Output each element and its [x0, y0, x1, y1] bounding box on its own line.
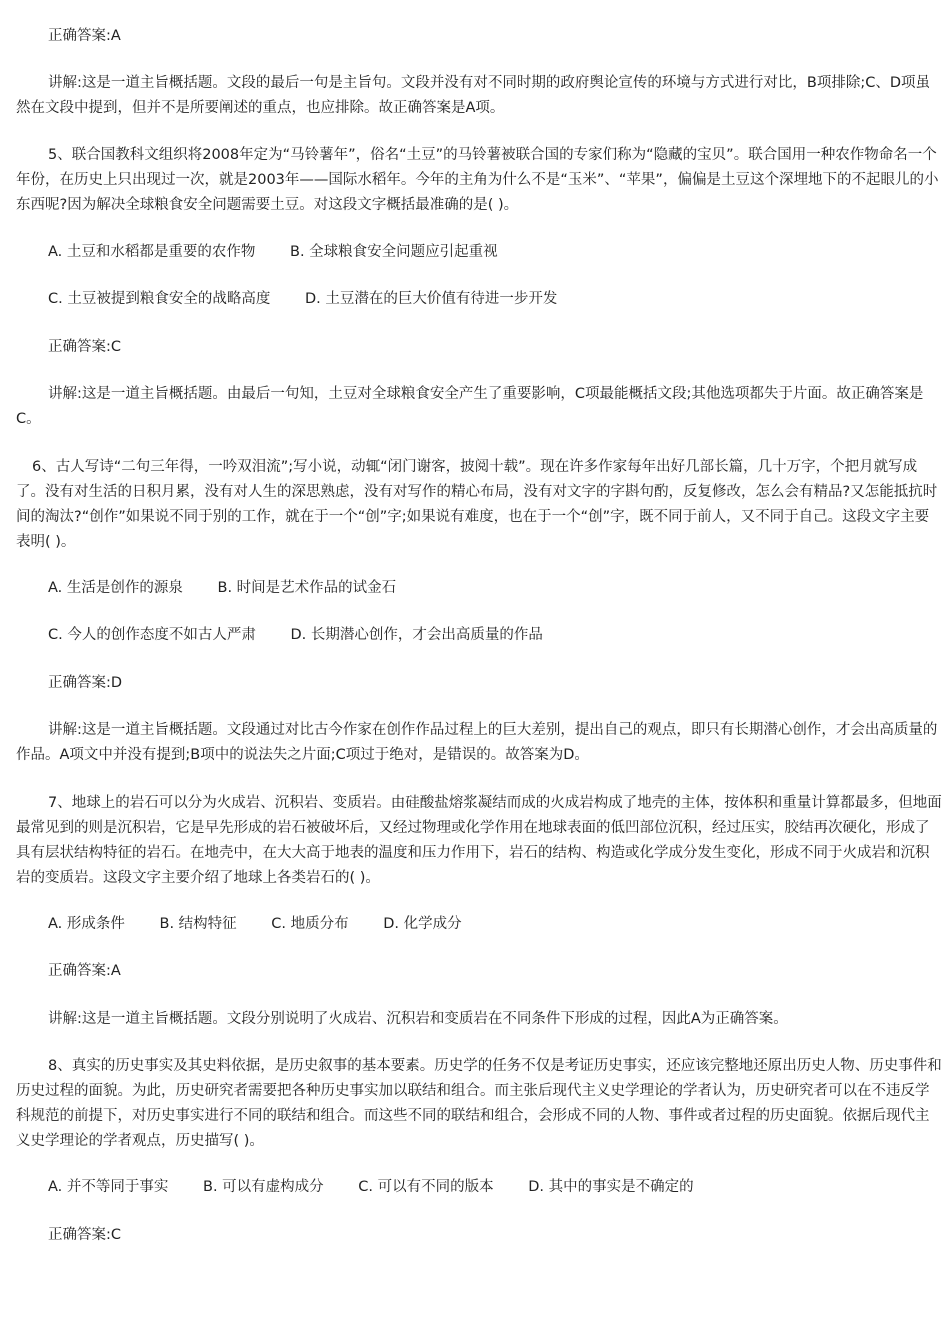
question-8: 8、真实的历史事实及其史料依据，是历史叙事的基本要素。历史学的任务不仅是考证历史事实，还应该完整地还原出历史人物、历史事件和历史过程的面貌。为此，历史研究者需要把各种历史事实加以联结和组合。而主张后现代主义史学理论的学者认为，历史研究者可以在不违反学科规范的前提下，对历史事实进行不同的联结和组合。而这些不同的联结和组合，会形成不同的人物、事件或者过程的历史面貌。依据后现代主义史学理论的学者观点，历史描写( )。 — [16, 1058, 942, 1149]
options-q8 — [48, 1175, 942, 1200]
option-5a: A. 土豆和水稻都是重要的农作物 — [48, 244, 256, 260]
option-7a: A. 形成条件 — [48, 916, 125, 932]
option-6a: A. 生活是创作的源泉 — [48, 580, 183, 596]
option-8d: D. 其中的事实是不确定的 — [528, 1179, 694, 1195]
explanation-q4: 讲解:这是一道主旨概括题。文段的最后一句是主旨句。文段并没有对不同时期的政府舆论宣传的环境与方式进行对比，B项排除;C、D项虽然在文段中提到，但并不是所要阐述的重点，也应排除。故正确答案是A项。 — [16, 75, 931, 116]
explanation-q5: 讲解:这是一道主旨概括题。由最后一句知，土豆对全球粮食安全产生了重要影响，C项最能概括文段;其他选项都失于片面。故正确答案是C。 — [16, 386, 924, 427]
option-8a: A. 并不等同于事实 — [48, 1179, 169, 1195]
answer-q6: 正确答案:D — [48, 675, 123, 691]
question-5: 5、联合国教科文组织将2008年定为“马铃薯年”，俗名“土豆”的马铃薯被联合国的专家们称为“隐藏的宝贝”。联合国用一种农作物命名一个年份，在历史上只出现过一次，就是2003年——国际水稻年。今年的主角为什么不是“玉米”、“苹果”，偏偏是土豆这个深埋地下的不起眼儿的小东西呢?因为解决全球粮食安全问题需要土豆。对这段文字概括最准确的是( )。 — [16, 147, 939, 213]
option-5d: D. 土豆潜在的巨大价值有待进一步开发 — [304, 291, 558, 307]
question-7: 7、地球上的岩石可以分为火成岩、沉积岩、变质岩。由硅酸盐熔浆凝结而成的火成岩构成了地壳的主体，按体积和重量计算都最多，但地面最常见到的则是沉积岩，它是早先形成的岩石被破坏后，又经过物理或化学作用在地球表面的低凹部位沉积，经过压实，胶结再次硬化，形成了具有层状结构特征的岩石。在地壳中，在大大高于地表的温度和压力作用下，岩石的结构、构造或化学成分发生变化，形成不同于火成岩和沉积岩的变质岩。这段文字主要介绍了地球上各类岩石的( )。 — [16, 795, 942, 886]
question-6: 6、古人写诗“二句三年得，一吟双泪流”;写小说，动辄“闭门谢客，披阅十载”。现在许多作家每年出好几部长篇，几十万字，个把月就写成了。没有对生活的日积月累，没有对人生的深思熟虑，没有对写作的精心布局，没有对文字的字斟句酌，反复修改，怎么会有精品?又怎能抵抗时间的淘汰?“创作”如果说不同于别的工作，就在于一个“创”字;如果说有难度，也在于一个“创”字，既不同于前人，又不同于自己。这段文字主要表明( )。 — [16, 459, 938, 550]
explanation-q7: 讲解:这是一道主旨概括题。文段分别说明了火成岩、沉积岩和变质岩在不同条件下形成的过程，因此A为正确答案。 — [48, 1011, 788, 1027]
option-6c: C. 今人的创作态度不如古人严肃 — [48, 627, 256, 643]
option-8b: B. 可以有虚构成分 — [203, 1179, 324, 1195]
options-q5-row1 — [48, 240, 942, 265]
answer-q4: 正确答案:A — [48, 28, 121, 44]
option-6d: D. 长期潜心创作，才会出高质量的作品 — [290, 627, 543, 643]
options-q5-row2 — [48, 287, 942, 312]
options-q6-row1 — [48, 576, 942, 601]
options-q7 — [48, 912, 942, 937]
option-8c: C. 可以有不同的版本 — [358, 1179, 494, 1195]
option-7d: D. 化学成分 — [383, 916, 462, 932]
option-7b: B. 结构特征 — [159, 916, 237, 932]
answer-q7: 正确答案:A — [48, 963, 121, 979]
explanation-q6: 讲解:这是一道主旨概括题。文段通过对比古今作家在创作作品过程上的巨大差别，提出自己的观点，即只有长期潜心创作，才会出高质量的作品。A项文中并没有提到;B项中的说法失之片面;C项过于绝对，是错误的。故答案为D。 — [16, 722, 938, 763]
option-7c: C. 地质分布 — [271, 916, 349, 932]
option-6b: B. 时间是艺术作品的试金石 — [217, 580, 397, 596]
options-q6-row2 — [48, 623, 942, 648]
answer-q8: 正确答案:C — [48, 1227, 122, 1243]
answer-q5: 正确答案:C — [48, 339, 122, 355]
option-5c: C. 土豆被提到粮食安全的战略高度 — [48, 291, 271, 307]
option-5b: B. 全球粮食安全问题应引起重视 — [290, 244, 498, 260]
